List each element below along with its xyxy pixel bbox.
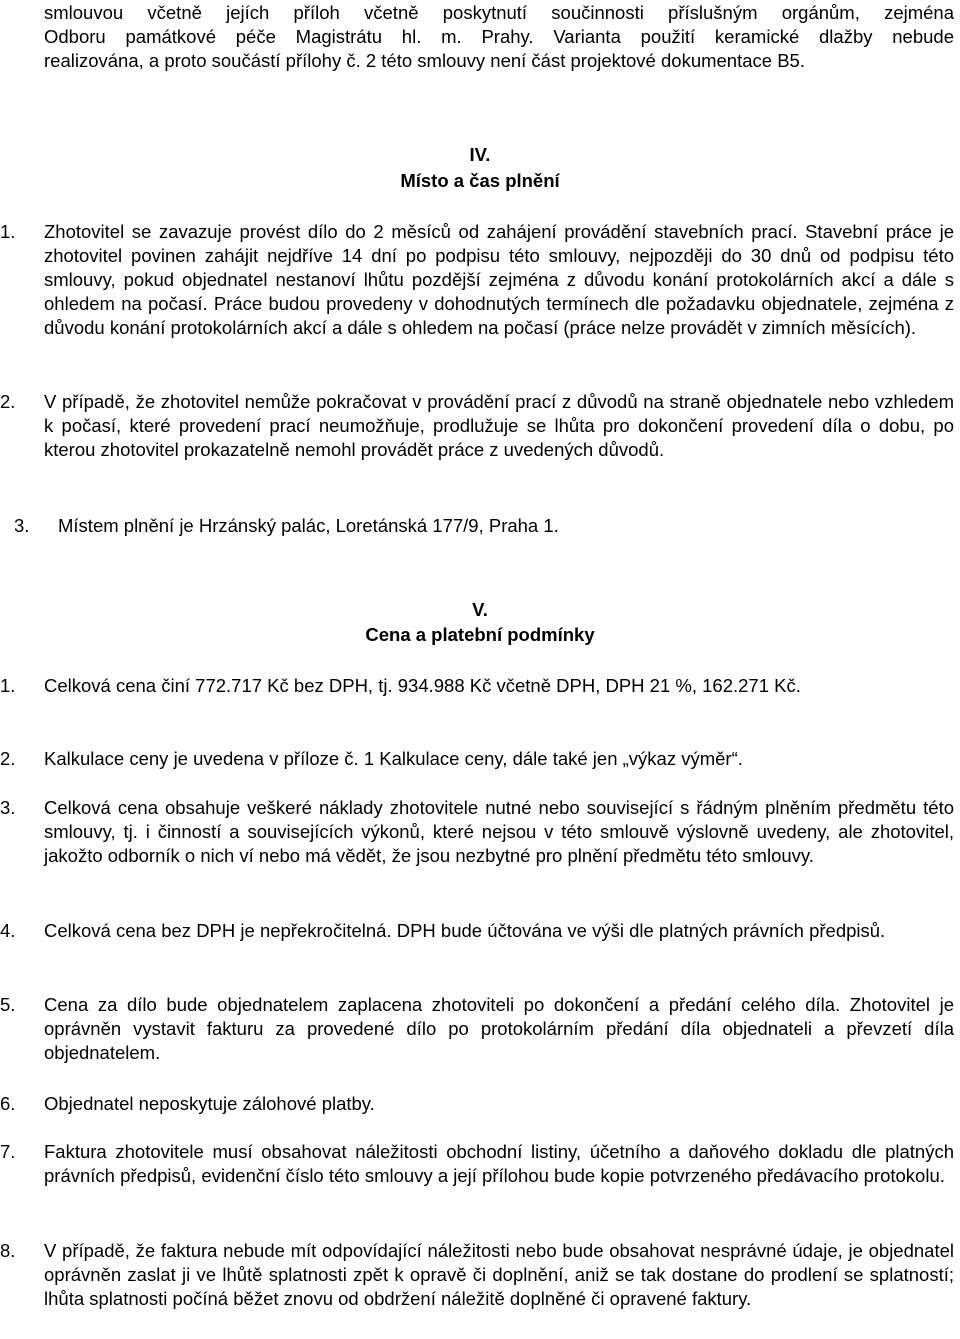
item-number: 6. — [0, 1093, 16, 1114]
item-number: 2. — [0, 748, 16, 769]
item-text: Cena za dílo bude objednatelem zaplacena zhotoviteli po dokončení a předání celého díla. Zhotovitel je oprávněn vystavit fakturu za provedené dílo po protokolárním předání díla objednateli a převzetí díla objednatelem. — [44, 994, 954, 1063]
item-text: Místem plnění je Hrzánský palác, Loretánská 177/9, Praha 1. — [58, 515, 559, 536]
item-text: V případě, že faktura nebude mít odpovídající náležitosti nebo bude obsahovat nesprávné údaje, je objednatel oprávněn zaslat ji ve lhůtě splatnosti zpět k opravě či doplnění, aniž se tak dostane do prodlení se splatností; lhůta splatnosti počíná běžet znovu od obdržení náležitě doplněné či opravené faktury. — [44, 1240, 954, 1309]
item-text: Kalkulace ceny je uvedena v příloze č. 1 Kalkulace ceny, dále také jen „výkaz výměr“. — [44, 748, 743, 769]
item-number: 1. — [0, 221, 16, 242]
item-number: 3. — [0, 797, 16, 818]
item-text: Celková cena obsahuje veškeré náklady zhotovitele nutné nebo související s řádným plněním předmětu této smlouvy, tj. i činností a souvisejících výkonů, které nejsou v této smlouvě výslovně uvedeny, ale zhotovitel, jakožto odborník o nich ví nebo má vědět, že jsou nezbytné pro plnění předmětu této smlouvy. — [44, 797, 954, 866]
item-number: 7. — [0, 1141, 16, 1162]
item-text: Zhotovitel se zavazuje provést dílo do 2 měsíců od zahájení provádění stavebních prací. Stavební práce je zhotovitel povinen zahájit nejdříve 14 dní po podpisu této smlouvy, nejpozději do 30 dnů od podpisu této smlouvy, pokud objednatel nestanoví lhůtu pozdější zejména z důvodu konání protokolárních akcí a dále s ohledem na počasí. Práce budou provedeny v dohodnutých termínech dle požadavku objednatele, zejména z důvodu konání protokolárních akcí a dále s ohledem na počasí (práce nelze provádět v zimních měsících). — [44, 221, 954, 338]
intro-line-3: realizována, a proto součástí přílohy č. 2 této smlouvy není část projektové dokumentace B5. — [44, 50, 805, 71]
intro-paragraph — [44, 1, 954, 73]
intro-line-2: Odboru památkové péče Magistrátu hl. m. Prahy. Varianta použití keramické dlažby nebude — [44, 26, 954, 47]
section-5-numeral: V. — [472, 599, 488, 620]
item-number: 2. — [0, 391, 16, 412]
section-4-numeral: IV. — [469, 144, 491, 165]
item-text: Celková cena bez DPH je nepřekročitelná. DPH bude účtována ve výši dle platných právních předpisů. — [44, 920, 886, 941]
item-number: 1. — [0, 675, 16, 696]
item-text: Celková cena činí 772.717 Kč bez DPH, tj. 934.988 Kč včetně DPH, DPH 21 %, 162.271 Kč. — [44, 675, 801, 696]
item-text: V případě, že zhotovitel nemůže pokračovat v provádění prací z důvodů na straně objednatele nebo vzhledem k počasí, které provedení prací neumožňuje, prodlužuje se lhůta pro dokončení provedení díla o dobu, po kterou zhotovitel prokazatelně nemohl provádět práce z uvedených důvodů. — [44, 391, 954, 460]
item-number: 5. — [0, 994, 16, 1015]
item-text: Faktura zhotovitele musí obsahovat náležitosti obchodní listiny, účetního a daňového dokladu dle platných právních předpisů, evidenční číslo této smlouvy a její přílohou bude kopie potvrzeného předávacího protokolu. — [44, 1141, 954, 1186]
item-text: Objednatel neposkytuje zálohové platby. — [44, 1093, 375, 1114]
item-number: 3. — [14, 515, 30, 536]
intro-line-1: smlouvou včetně jejích příloh včetně poskytnutí součinnosti příslušným orgánům, zejména — [44, 2, 954, 23]
item-number: 8. — [0, 1240, 16, 1261]
section-5-title: Cena a platební podmínky — [365, 624, 595, 645]
item-number: 4. — [0, 920, 16, 941]
section-4-title: Místo a čas plnění — [400, 170, 560, 191]
